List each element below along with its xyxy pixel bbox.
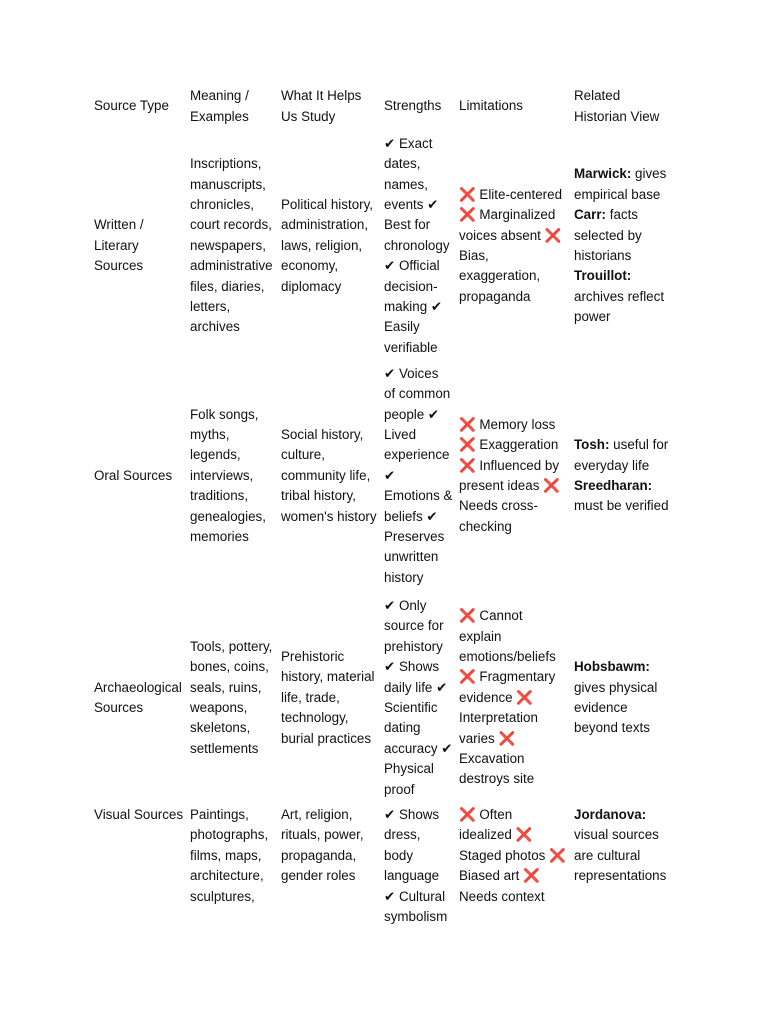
table-row xyxy=(88,133,674,359)
limitations-cell: ❌ Memory loss ❌ Exaggeration ❌ Influenced by present ideas ❌ Needs cross-checking xyxy=(459,416,560,534)
meaning-cell: Inscriptions, manuscripts, chronicles, court records, newspapers, administrative files, diaries, letters, archives xyxy=(190,156,273,335)
historian-name: Jordanova: xyxy=(574,807,647,822)
historian-name: Hobsbawm: xyxy=(574,659,650,675)
study-cell: Social history, culture, community life, tribal history, women's history xyxy=(281,426,377,524)
historian-name: Trouillot: xyxy=(574,268,632,284)
source-type-cell: Oral Sources xyxy=(94,467,173,483)
header-what-it-helps-study: What It Helps Us Study xyxy=(281,88,362,124)
study-cell: Political history, administration, laws, religion, economy, diplomacy xyxy=(281,196,374,294)
historian-view: must be verified xyxy=(574,498,669,514)
historian-view-cell xyxy=(568,589,674,801)
header-historian-view: Related Historian View xyxy=(574,88,660,124)
study-cell: Art, religion, rituals, power, propaganda, gender roles xyxy=(281,807,364,884)
table-row xyxy=(88,589,674,801)
historian-name: Tosh: xyxy=(574,437,610,453)
table-header-row xyxy=(88,86,674,133)
historian-view: gives empirical base xyxy=(574,166,667,202)
table-row xyxy=(88,801,674,927)
historical-sources-table xyxy=(88,86,674,927)
strengths-cell: ✔ Only source for prehistory ✔ Shows daily life ✔ Scientific dating accuracy ✔ Physical proof xyxy=(384,597,453,797)
historian-name: Marwick: xyxy=(574,166,632,182)
historian-view-cell xyxy=(568,801,674,927)
limitations-cell: ❌ Elite-centered ❌ Marginalized voices absent ❌ Bias, exaggeration, propaganda xyxy=(459,186,563,304)
source-type-cell: Visual Sources xyxy=(94,807,184,822)
historian-view-cell xyxy=(568,359,674,589)
historian-view: archives reflect power xyxy=(574,288,665,325)
study-cell: Prehistoric history, material life, trade, technology, burial practices xyxy=(281,648,375,746)
historian-name: Sreedharan: xyxy=(574,478,653,493)
strengths-cell: ✔ Voices of common people ✔ Lived experience ✔ Emotions & beliefs ✔ Preserves unwritten history xyxy=(384,365,453,585)
historian-view: useful for everyday life xyxy=(574,437,669,473)
limitations-cell: ❌ Often idealized ❌ Staged photos ❌ Biased art ❌ Needs context xyxy=(459,807,566,904)
historian-view-cell xyxy=(568,133,674,359)
historian-view: facts selected by historians xyxy=(574,207,642,263)
meaning-cell: Folk songs, myths, legends, interviews, traditions, genealogies, memories xyxy=(190,406,266,545)
historian-view: gives physical evidence beyond texts xyxy=(574,679,658,736)
historian-view: visual sources are cultural representations xyxy=(574,827,667,884)
source-type-cell: Archaeological Sources xyxy=(94,679,182,715)
header-source-type: Source Type xyxy=(94,98,169,114)
meaning-cell: Paintings, photographs, films, maps, architecture, sculptures, xyxy=(190,807,269,904)
historian-name: Carr: xyxy=(574,207,606,223)
header-meaning: Meaning / Examples xyxy=(190,88,249,124)
limitations-cell: ❌ Cannot explain emotions/beliefs ❌ Fragmentary evidence ❌ Interpretation varies ❌ Excavation destroys site xyxy=(459,608,556,787)
header-strengths: Strengths xyxy=(384,98,442,114)
strengths-cell: ✔ Exact dates, names, events ✔ Best for chronology ✔ Official decision-making ✔ Easily verifiable xyxy=(384,135,450,355)
strengths-cell: ✔ Shows dress, body language ✔ Cultural symbolism xyxy=(384,807,448,925)
table-row xyxy=(88,359,674,589)
meaning-cell: Tools, pottery, bones, coins, seals, ruins, weapons, skeletons, settlements xyxy=(190,638,273,756)
source-type-cell: Written / Literary Sources xyxy=(94,217,144,274)
header-limitations: Limitations xyxy=(459,98,524,114)
